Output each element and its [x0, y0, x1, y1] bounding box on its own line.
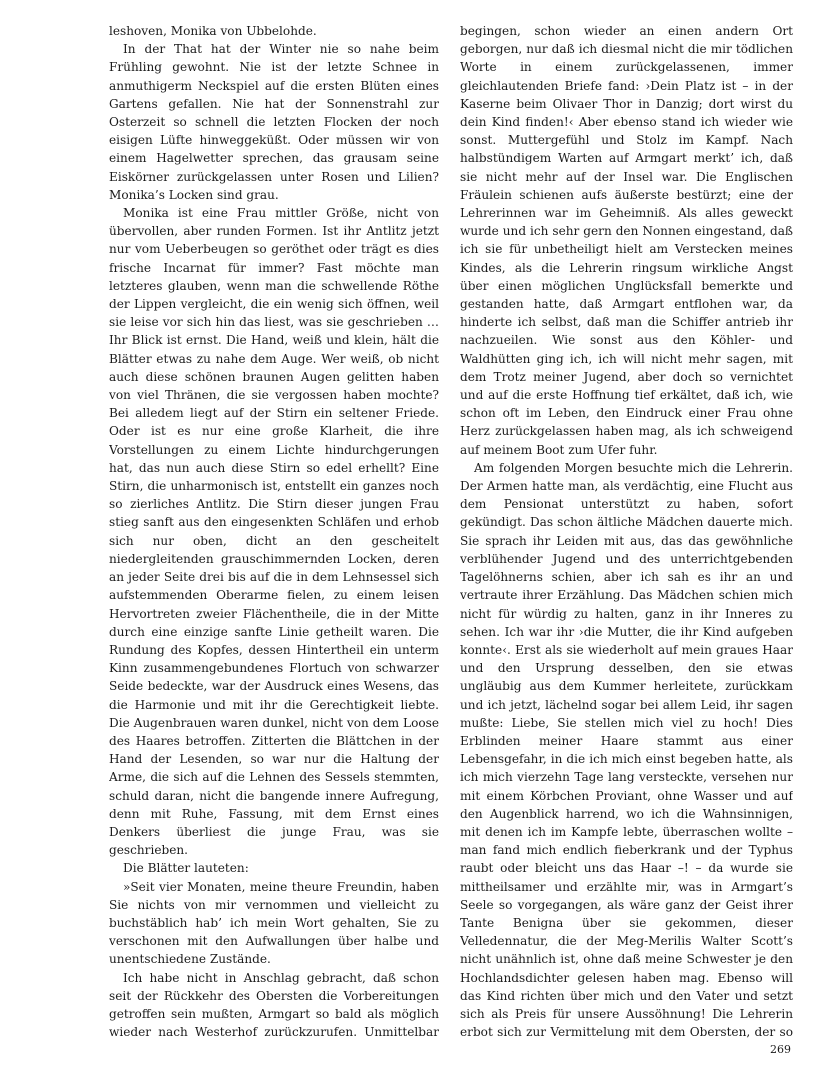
right-text-column	[460, 22, 793, 1042]
paragraph: In der That hat der Winter nie so nahe beim Frühling gewohnt. Nie ist der letzte Schnee in anmuthigerm Neckspiel auf die ersten Blüten eines Gartens gefallen. Nie hat der Sonnenstrahl zur Osterzeit so schnell die letzten Flocken der noch eisigen Lüfte hinweggeküßt. Oder müssen wir von einem Hagelwetter sprechen, das grausam seine Eiskörner zurückgelassen unter Rosen und Lilien? Monika’s Locken sind grau.	[109, 42, 439, 202]
paragraph: leshoven, Monika von Ubbelohde.	[109, 24, 317, 38]
paragraph: »Seit vier Monaten, meine theure Freundin, haben Sie nichts von mir vernommen und vielleicht zu buchstäblich hab’ ich mein Wort gehalten, Sie zu verschonen mit den Aufwallungen über halbe und unentschiedene Zustände.	[109, 879, 439, 967]
paragraph: Monika ist eine Frau mittler Größe, nicht von übervollen, aber runden Formen. Ist ihr Antlitz jetzt nur vom Ueberbeugen so geröthet oder trägt es dies frische Incarnat für immer? Fast möchte man letzteres glauben, wenn man die schwellende Röthe der Lippen vergleicht, die ein wenig sich öffnen, weil sie leise vor sich hin das liest, was sie geschrieben … Ihr Blick ist ernst. Die Hand, weiß und klein, hält die Blätter etwas zu nahe dem Auge. Wer weiß, ob nicht auch diese schönen braunen Augen gelitten haben von viel Thränen, die sie vergossen haben mochte? Bei alledem liegt auf der Stirn ein seltener Friede. Oder ist es nur eine große Klarheit, die ihre Vorstellungen zu einem Lichte hindurchgerungen hat, das nun auch diese Stirn so edel erhellt? Eine Stirn, die unharmonisch ist, entstellt ein ganzes noch so zierliches Antlitz. Die Stirn dieser jungen Frau stieg sanft aus den eingesenkten Schläfen und erhob sich nur oben, dicht an den gescheitelt niedergleitenden grauschimmernden Locken, deren an jeder Seite drei bis auf die in dem Lehnsessel sich aufstemmenden Oberarme fielen, zu einem leisen Hervortreten zweier Flächentheile, die in der Mitte durch eine einzige sanfte Linie getheilt waren. Die Rundung des Kopfes, dessen Hintertheil ein unterm Kinn zusammengebundenes Flortuch von schwarzer Seide bedeckte, war der Ausdruck eines Wesens, das die Harmonie und mit ihr die Gerechtigkeit liebte. Die Augenbrauen waren dunkel, nicht von dem Loose des Haares betroffen. Zitterten die Blättchen in der Hand der Lesenden, so war nur die Haltung der Arme, die sich auf die Lehnen des Sessels stemmten, schuld daran, nicht die bangende innere Aufregung, denn mit Ruhe, Fassung, mit dem Ernst eines Denkers überliest die junge Frau, was sie geschrieben.	[109, 206, 439, 858]
paragraph: begingen, schon wieder an einen andern Ort geborgen, nur daß ich diesmal nicht die mir tödlichen Worte in einem zurückgelassenen, immer gleichlautenden Briefe fand: ›Dein Platz ist – in der Kaserne beim Olivaer Thor in Danzig; dort wirst du dein Kind finden!‹ Aber ebenso stand ich wieder wie sonst. Muttergefühl und Stolz im Kampf. Nach halbstündigem Warten auf Armgart merkt’ ich, daß sie nicht mehr auf der Insel war. Die Englischen Fräulein schienen aufs äußerste bestürzt; eine der Lehrerinnen war im Geheimniß. Als alles geweckt wurde und ich sehr gern den Nonnen eingestand, daß ich sie für unbetheiligt hielt am Verstecken meines Kindes, als die Lehrerin ringsum wirkliche Angst über einen möglichen Unglücksfall bemerkte und gestanden hatte, daß Armgart entflohen war, da hinderte ich selbst, daß man die Schiffer antrieb ihr nachzueilen. Wie sonst aus den Köhler- und Waldhütten ging ich, ich will nicht mehr sagen, mit dem Trotz meiner Jugend, aber doch so vernichtet und auf die erste Hoffnung tief erkältet, daß ich, wie schon oft im Leben, den Eindruck einer Frau ohne Herz zurückgelassen haben mag, als ich schweigend auf meinem Boot zum Ufer fuhr.	[460, 24, 793, 457]
paragraph: Am folgenden Morgen besuchte mich die Lehrerin. Der Armen hatte man, als verdächtig, eine Flucht aus dem Pensionat unterstützt zu haben, sofort gekündigt. Das schon ältliche Mädchen dauerte mich. Sie sprach ihr Leiden mit aus, das das gewöhnliche verblühender Jugend und des unterrichtgebenden Tagelöhnerns schien, aber ich sah es ihr an und vertraute ihrer Erzählung. Das Mädchen schien mich nicht für würdig zu halten, ganz in ihr Inneres zu sehen. Ich war ihr ›die Mutter, die ihr Kind aufgeben konnte‹. Erst als sie wiederholt auf mein graues Haar und den Ursprung desselben, den sie etwas ungläubig aus dem Kummer herleitete, zurückkam und ich jetzt, lächelnd sogar bei allem Leid, ihr sagen mußte: Liebe, Sie stellen mich viel zu hoch! Dies Erblinden meiner Haare stammt aus einer Lebensgefahr, in die ich mich einst begeben hatte, als ich mich vierzehn Tage lang versteckte, versehen nur mit einem Körbchen Proviant, ohne Wasser und auf den Augenblick harrend, wo ich die Wahnsinnigen, mit denen ich im Kampfe lebte, überraschen wollte – man fand mich endlich fieberkrank und der Typhus raubt oder bleicht uns das Haar –! – da wurde sie mittheilsamer und erzählte mir, was in Armgart’s Seele so vorgegangen, als wäre ganz der Geist ihrer Tante Benigna über sie gekommen, dieser Velledennatur, die der Meg-Merilis Walter Scott’s nicht unähnlich ist, ohne daß meine Schwester je den Hochlandsdichter gelesen haben mag. Ebenso will das Kind richten über mich und den Vater und setzt sich als Preis für unsere Aussöhnung! Die Lehrerin erbot sich zur Vermittelung mit dem Obersten, der so	[460, 460, 793, 1040]
left-text-column	[109, 22, 439, 1042]
paragraph: Ich habe nicht in Anschlag gebracht, daß schon seit der Rückkehr des Obersten die Vorbereitungen getroffen sein mußten, Armgart so bald als möglich wieder nach Westerhof zurückzurufen. Unmittelbar	[109, 970, 439, 1040]
page-number: 269	[770, 1043, 791, 1056]
paragraph: Die Blätter lauteten:	[123, 861, 249, 876]
